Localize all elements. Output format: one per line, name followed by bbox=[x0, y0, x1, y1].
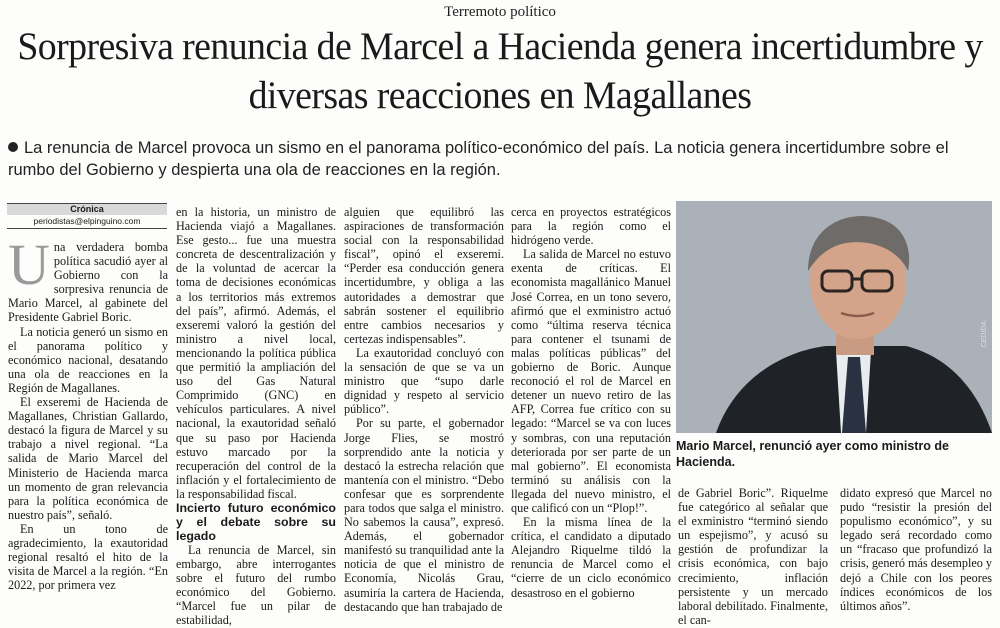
article-paragraph: en la historia, un ministro de Hacienda viajó a Magallanes. Ese gesto... fue una muestra concreta de descentralización y de la voluntad de acercar la toma de decisiones económicas a los territorios más extremos del país”, afirmó. Además, el exseremi valoró la gestión del ministro a nivel local, mencionando la política pública que permitió la ampliación del uso del Gas Natural Comprimido (GNC) en vehículos particulares. A nivel nacional, la exautoridad señaló que su paso por Hacienda estuvo marcado por la recuperación del control de la inflación y el fortalecimiento de la responsabilidad fiscal. bbox=[176, 205, 336, 501]
photo-credit: CEDIDA bbox=[981, 321, 988, 348]
headline: Sorpresiva renuncia de Marcel a Hacienda genera incertidumbre y diversas reacciones en Magallanes bbox=[17, 25, 983, 117]
byline-section: Crónica bbox=[7, 204, 167, 215]
article-column-3 bbox=[344, 205, 504, 616]
article-column-1 bbox=[8, 232, 168, 616]
article-paragraph: Por su parte, el gobernador Jorge Flies, se mostró sorprendido ante la noticia y destacó la estrecha relación que mantenía con el ministro. “Debo confesar que es sorprendente para todos que salga el ministro. No sabemos la causa”, expresó. Además, el gobernador manifestó su tranquilidad ante la noticia de que el ministro de Economía, Nicolás Grau, asumiría la cartera de Hacienda, destacando que han trabajado de bbox=[344, 416, 504, 614]
article-paragraph: La exautoridad concluyó con la sensación de que se va un ministro que “supo darle dignidad y respeto al servicio público”. bbox=[344, 345, 504, 417]
article-paragraph: El exseremi de Hacienda de Magallanes, Christian Gallardo, destacó la figura de Marcel y su trabajo a nivel regional. “La salida de Mario Marcel del Ministerio de Hacienda marca un momento de gran relevancia para la política económica de nuestro país”, señaló. bbox=[8, 395, 168, 522]
kicker: Terremoto político bbox=[444, 4, 556, 20]
section-subheading: Incierto futuro económico y el debate sobre su legado bbox=[176, 500, 336, 543]
article-paragraph: La renuncia de Marcel, sin embargo, abre interrogantes sobre el futuro del rumbo económico del Gobierno. “Marcel fue un pilar de estabilidad, bbox=[176, 542, 336, 628]
article-paragraph: En la misma línea de la crítica, el candidato a diputado Alejandro Riquelme tildó la renuncia de Marcel como el “cierre de un ciclo económico desastroso en el gobierno bbox=[511, 515, 671, 600]
portrait-illustration bbox=[676, 201, 992, 433]
article-paragraph: alguien que equilibró las aspiraciones de transformación social con la responsabilidad fiscal”, opinó el exseremi. “Perder esa conducción genera incertidumbre, y obliga a las autoridades a demostrar que sabrán sostener el equilibrio entre cambios necesarios y certezas indispensables”. bbox=[344, 205, 504, 346]
byline bbox=[7, 203, 167, 229]
byline-email: periodistas@elpinguino.com bbox=[33, 216, 141, 226]
deck-text: La renuncia de Marcel provoca un sismo en el panorama político-económico del país. La noticia genera incertidumbre sobre el rumbo del Gobierno y despierta una ola de reacciones en la región. bbox=[8, 139, 949, 179]
photo-caption: Mario Marcel, renunció ayer como ministro de Hacienda. bbox=[676, 439, 949, 469]
article-paragraph: cerca en proyectos estratégicos para la región como el hidrógeno verde. bbox=[511, 205, 671, 248]
article-paragraph: de Gabriel Boric”. Riquelme fue categórico al señalar que el exministro “terminó siendo un espejismo”, y acusó su gestión de profundizar la crisis económica, con bajo crecimiento, inflación persistente y un mercado laboral debilitado. Finalmente, el can- bbox=[678, 486, 828, 627]
article-column-5 bbox=[678, 486, 828, 627]
article-paragraph: Una verdadera bomba política sacudió ayer al Gobierno con la sorpresiva renuncia de Mario Marcel, al gabinete del Presidente Gabriel Boric. bbox=[8, 232, 168, 325]
article-paragraph: En un tono de agradecimiento, la exautoridad regional resaltó el hito de la visita de Marcel a la región. “En 2022, por primera vez bbox=[8, 521, 168, 593]
bullet-icon bbox=[8, 142, 18, 152]
photo-mario-marcel bbox=[676, 201, 992, 433]
article-column-2 bbox=[176, 205, 336, 628]
drop-cap: U bbox=[8, 232, 50, 297]
article-column-4 bbox=[511, 205, 671, 616]
deck bbox=[8, 137, 993, 181]
article-paragraph: La noticia generó un sismo en el panorama político y económico nacional, desatando una ola de reacciones en la Región de Magallanes. bbox=[8, 324, 168, 395]
article-column-6 bbox=[840, 486, 992, 616]
article-paragraph: La salida de Marcel no estuvo exenta de críticas. El economista magallánico Manuel José Correa, en un tono severo, afirmó que el exministro actuó como “última reserva técnica para contener el tsunami de malas políticas públicas” del gobierno de Boric. Aunque reconoció el rol de Marcel en detener un nuevo retiro de las AFP, Correa fue crítico con su legado: “Marcel se va con luces y sombras, con una reputación deteriorada por ser parte de un mal gobierno”. El economista terminó su análisis con la llegada del nuevo ministro, el que calificó con un “Plop!”. bbox=[511, 247, 671, 515]
article-paragraph: didato expresó que Marcel no pudo “resistir la presión del populismo económico”, y su legado será recordado como un “fracaso que profundizó la crisis, generó más desempleo y dejó a Chile con los peores índices económicos de los últimos años”. bbox=[840, 486, 992, 613]
